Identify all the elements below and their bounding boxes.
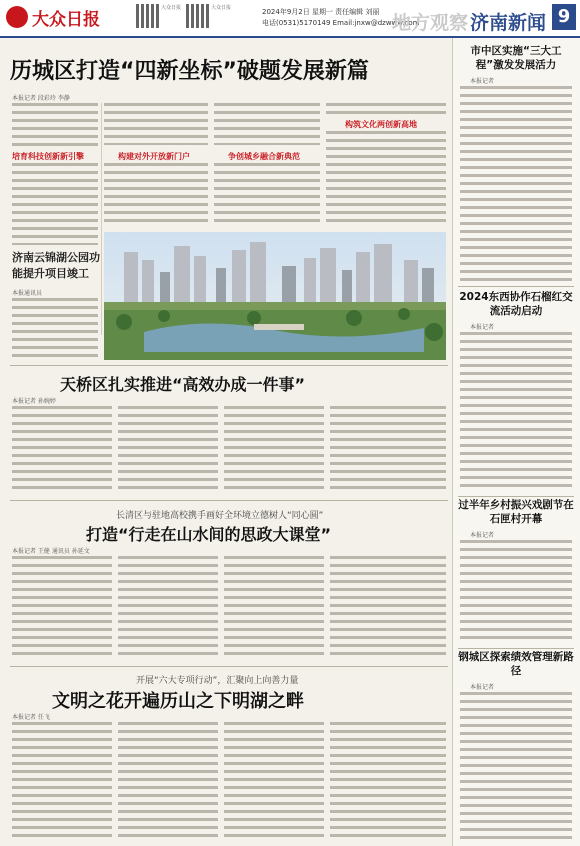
sidebar-divider <box>458 648 574 649</box>
sidebar-divider <box>458 286 574 287</box>
sidebar-byline-1: 本报记者 <box>470 78 495 85</box>
logo-mark-icon <box>6 6 28 28</box>
lead-body-col4a <box>326 103 446 117</box>
sidebar-body-2 <box>460 332 572 492</box>
lead-body-col3b <box>214 163 320 227</box>
sidebar-body-4 <box>460 692 572 840</box>
section-label-ghost: 地方观察 <box>392 12 469 34</box>
sidebar-divider <box>458 496 574 497</box>
sidebar-byline-4: 本报记者 <box>470 684 495 691</box>
story4-byline: 本报记者 任飞 <box>12 714 50 721</box>
lead-body-col1a <box>12 103 98 149</box>
lead-subhead-4: 构筑文化两创新高地 <box>345 120 417 129</box>
sidebar-byline-2: 本报记者 <box>470 324 495 331</box>
story2-body-col1 <box>12 406 112 494</box>
story4-body-col4 <box>330 722 446 840</box>
sidebar-headline-3[interactable]: 过半年乡村振兴戏剧节在石匣村开幕 <box>458 499 574 525</box>
story4-kicker: 开展“六大专项行动”，汇聚向上向善力量 <box>136 676 299 686</box>
issue-date-line: 2024年9月2日 星期一 责任编辑 刘丽 <box>262 8 380 16</box>
story2-body-col3 <box>224 406 324 494</box>
story4-body-col1 <box>12 722 112 840</box>
lead-subhead-3: 争创城乡融合新典范 <box>228 152 300 161</box>
story2-body-col4 <box>330 406 446 494</box>
section-divider <box>10 365 448 366</box>
photo-story-headline[interactable]: 济南云锦湖公园功能提升项目竣工 <box>12 251 100 280</box>
masthead <box>0 0 580 36</box>
aerial-park-photo <box>104 232 446 360</box>
lead-body-col4b <box>326 131 446 227</box>
page-number: 9 <box>552 4 576 30</box>
section-divider <box>10 666 448 667</box>
lead-body-col2b <box>104 163 208 227</box>
qr-code-icon <box>136 4 160 28</box>
story3-byline: 本报记者 王健 通讯员 孙延文 <box>12 548 90 555</box>
qr-caption: 大众日报 <box>161 5 182 11</box>
story3-body-col4 <box>330 556 446 660</box>
story3-body-col1 <box>12 556 112 660</box>
qr-caption: 大众日报 <box>211 5 232 11</box>
lead-headline[interactable]: 历城区打造“四新坐标”破题发展新篇 <box>10 59 369 84</box>
story3-body-col2 <box>118 556 218 660</box>
story3-kicker: 长清区与驻地高校携手画好全环境立德树人“同心圆” <box>116 511 324 521</box>
story2-byline: 本报记者 孙婉婷 <box>12 398 56 405</box>
story4-body-col3 <box>224 722 324 840</box>
sidebar-body-1 <box>460 86 572 282</box>
sidebar-headline-2[interactable]: 2024东西协作石榴红交流活动启动 <box>459 291 573 317</box>
story3-headline[interactable]: 打造“行走在山水间的思政大课堂” <box>86 525 332 544</box>
lead-subhead-1: 培育科技创新新引擎 <box>12 152 84 161</box>
photo-story-body <box>12 298 98 360</box>
story3-body-col3 <box>224 556 324 660</box>
section-label: 济南新闻 <box>470 12 547 34</box>
column-rule <box>101 103 102 335</box>
lead-body-col2a <box>104 103 208 145</box>
sidebar-headline-1[interactable]: 市中区实施“三大工程”激发发展活力 <box>470 45 562 71</box>
qr-code-icon <box>186 4 210 28</box>
story2-headline[interactable]: 天桥区扎实推进“高效办成一件事” <box>60 375 306 394</box>
lead-subhead-2: 构建对外开放新门户 <box>118 152 190 161</box>
sidebar-byline-3: 本报记者 <box>470 532 495 539</box>
lead-byline: 本报记者 段彩玲 李静 <box>12 95 70 102</box>
story2-body-col2 <box>118 406 218 494</box>
story4-headline[interactable]: 文明之花开遍历山之下明湖之畔 <box>52 691 304 712</box>
lead-body-col3a <box>214 103 320 145</box>
newspaper-logo <box>6 4 100 30</box>
sidebar-headline-4[interactable]: 钢城区探索绩效管理新路径 <box>458 651 574 677</box>
section-divider <box>10 500 448 501</box>
lead-body-col1b <box>12 163 98 245</box>
contact-line: 电话(0531)5170149 Email:jnxw@dzwww.com <box>262 19 420 27</box>
sidebar-body-3 <box>460 540 572 644</box>
photo-story-byline: 本报通讯员 <box>12 290 43 297</box>
story4-body-col2 <box>118 722 218 840</box>
logo-text: 大众日报 <box>32 9 100 30</box>
